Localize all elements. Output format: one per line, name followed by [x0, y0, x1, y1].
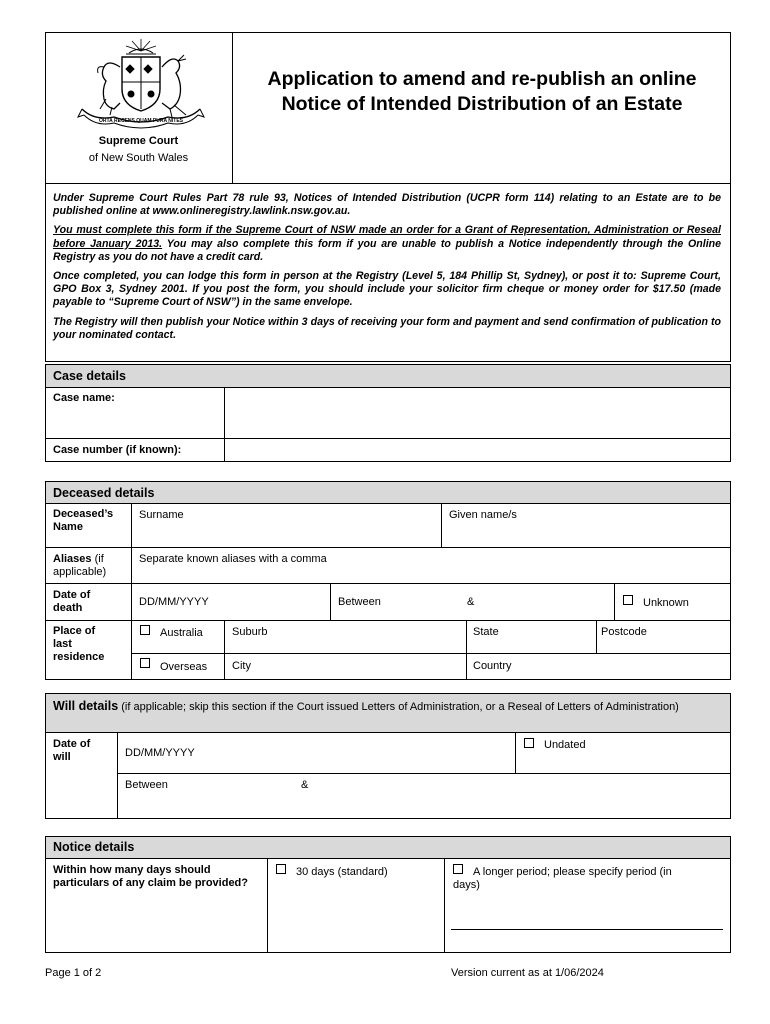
country-field[interactable]: Country — [473, 660, 512, 672]
will-details-title-bold: Will details — [53, 699, 119, 713]
case-label-divider — [224, 387, 225, 462]
will-details-box — [45, 732, 731, 819]
undated-label: Undated — [544, 739, 586, 751]
intro-paragraph-2-rest: You may also complete this form if you are unable to publish a Notice independently through the Online Registry as you do not have a credit card. — [53, 237, 721, 263]
overseas-checkbox[interactable] — [140, 658, 150, 668]
standard-period-label: 30 days (standard) — [296, 866, 388, 878]
standard-period-checkbox[interactable] — [276, 864, 286, 874]
surname-divider — [441, 503, 442, 547]
version-text: Version current as at 1/06/2024 — [451, 967, 604, 979]
will-details-title — [53, 699, 723, 714]
suburb-field[interactable]: Suburb — [232, 626, 268, 638]
notice-divider-1 — [267, 858, 268, 953]
dod-divider-2 — [614, 583, 615, 620]
aliases-label-bold: Aliases — [53, 553, 92, 565]
date-of-death-label: Date of death — [53, 589, 91, 614]
case-name-field[interactable] — [226, 389, 729, 437]
deceased-name-label: Deceased’s Name — [53, 508, 114, 533]
unknown-checkbox[interactable] — [623, 595, 633, 605]
postcode-field[interactable]: Postcode — [601, 626, 647, 638]
intro-paragraph-2 — [53, 224, 721, 264]
court-name: Supreme Court — [98, 135, 179, 147]
intro-paragraph-2-underlined: You must complete this form if the Supreme Court of NSW made an order for a Grant of Representation, Administration or Reseal before January 2013. — [53, 224, 721, 250]
res-divider-3 — [596, 620, 597, 653]
dod-amp: & — [467, 596, 475, 608]
will-row-line — [117, 773, 731, 774]
will-label-divider — [117, 732, 118, 819]
svg-text:ORTA RECENS QUAM PURA NITES: ORTA RECENS QUAM PURA NITES — [99, 118, 183, 124]
aliases-field[interactable]: Separate known aliases with a comma — [139, 553, 327, 565]
header-divider — [232, 32, 233, 184]
case-details-header — [45, 364, 731, 388]
australia-checkbox[interactable] — [140, 625, 150, 635]
dod-between-label: Between — [338, 596, 381, 608]
case-divider — [45, 438, 731, 439]
given-names-field[interactable]: Given name/s — [449, 509, 517, 521]
will-between-label[interactable]: Between — [125, 779, 168, 791]
notice-details-title: Notice details — [53, 840, 135, 854]
aliases-label — [53, 553, 129, 579]
dod-divider-1 — [330, 583, 331, 620]
intro-paragraph-3: Once completed, you can lodge this form in person at the Registry (Level 5, 184 Phillip St, Sydney), or post it to: Supreme Court, GPO Box 3, Sydney 2001. If you post the form, you should include your solicitor firm cheque or money order for $17.50 (made payable to “Supreme Court of NSW”) in the same envelope. — [53, 270, 721, 309]
res-divider-1 — [224, 620, 225, 680]
unknown-label: Unknown — [643, 597, 689, 609]
surname-field[interactable]: Surname — [139, 509, 184, 521]
date-of-death-field[interactable]: DD/MM/YYYY — [139, 596, 209, 608]
notice-divider-2 — [444, 858, 445, 953]
will-details-title-rest: (if applicable; skip this section if the Court issued Letters of Administration, or a Reseal of Letters of Administration) — [118, 701, 679, 713]
intro-paragraph-1: Under Supreme Court Rules Part 78 rule 93, Notices of Intended Distribution (UCPR form 114) relating to an Estate are to be published online at www.onlineregistry.lawlink.nsw.gov.au. — [53, 192, 721, 218]
overseas-label: Overseas — [160, 661, 208, 673]
intro-paragraph-4: The Registry will then publish your Notice within 3 days of receiving your form and payment and send confirmation of publication to your nominated contact. — [53, 315, 721, 341]
date-of-will-field[interactable]: DD/MM/YYYY — [125, 747, 195, 759]
intro-text — [53, 192, 721, 348]
deceased-row-line-2 — [45, 583, 731, 584]
case-number-field[interactable] — [226, 440, 729, 460]
deceased-row-line-1 — [45, 547, 731, 548]
place-of-residence-label: Place of last residence — [53, 625, 105, 663]
longer-period-label: A longer period; please specify period (in days) — [453, 866, 672, 891]
will-undated-divider — [515, 732, 516, 773]
notice-question-label: Within how many days should particulars of any claim be provided? — [53, 864, 248, 889]
date-of-will-label: Date of will — [53, 738, 91, 763]
case-number-label: Case number (if known): — [53, 444, 182, 456]
res-divider-2 — [466, 620, 467, 680]
deceased-label-divider — [131, 503, 132, 680]
coat-of-arms-logo — [74, 37, 208, 129]
city-field[interactable]: City — [232, 660, 251, 672]
undated-checkbox[interactable] — [524, 738, 534, 748]
case-name-label: Case name: — [53, 392, 115, 404]
deceased-row-line-3 — [45, 620, 731, 621]
aliases-label-rest: (if applicable) — [53, 553, 107, 578]
case-details-title: Case details — [53, 369, 126, 383]
court-state: of New South Wales — [88, 152, 189, 164]
deceased-details-title: Deceased details — [53, 486, 155, 500]
form-title: Application to amend and re-publish an online Notice of Intended Distribution of an Estate — [267, 68, 697, 115]
longer-period-input-line[interactable] — [451, 929, 723, 930]
will-amp: & — [301, 779, 309, 791]
page-number: Page 1 of 2 — [45, 967, 102, 979]
deceased-row-line-4 — [131, 653, 731, 654]
australia-label: Australia — [160, 627, 203, 639]
notice-details-header — [45, 836, 731, 859]
state-field[interactable]: State — [473, 626, 499, 638]
